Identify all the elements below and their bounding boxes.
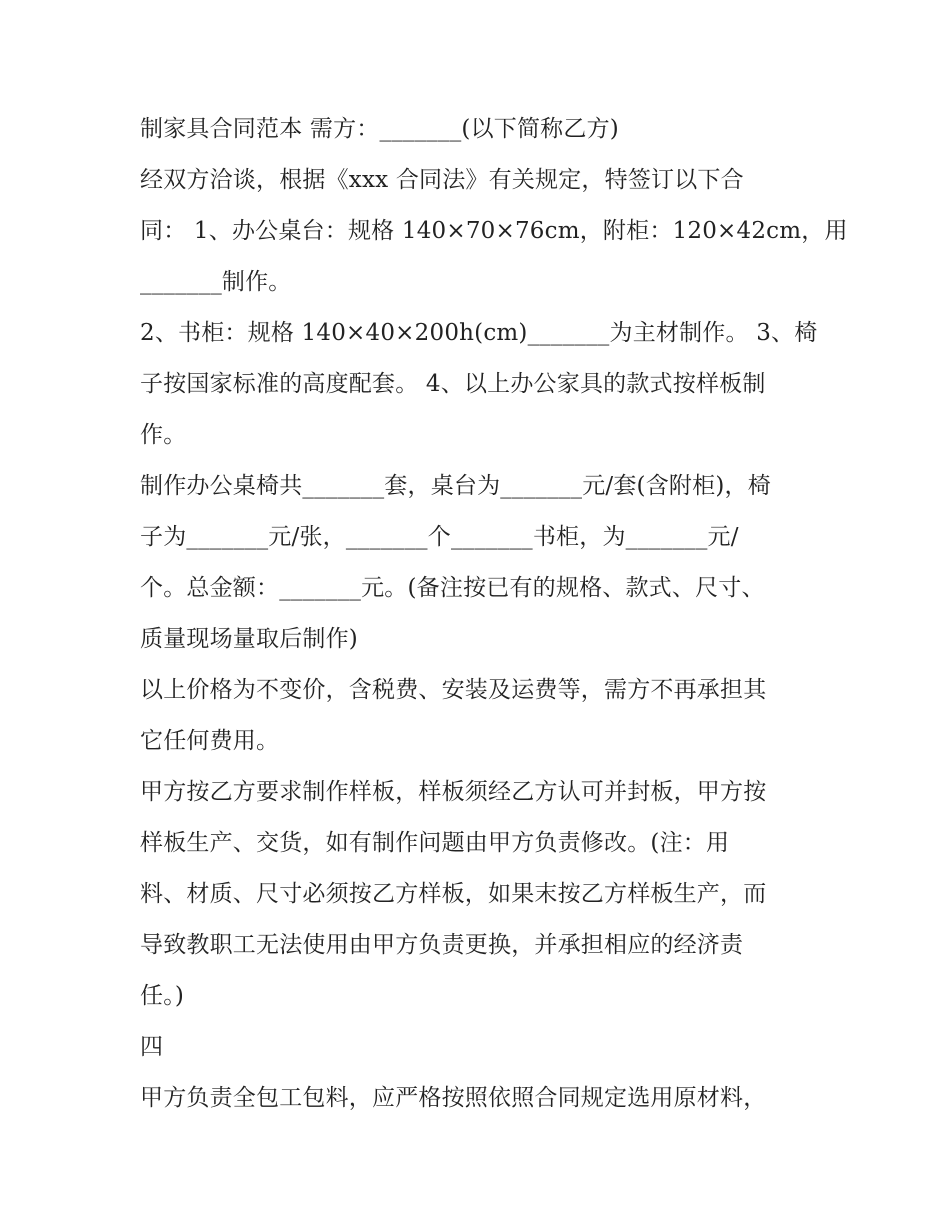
text-line: 任。)	[140, 983, 185, 1009]
text-line: 料、材质、尺寸必须按乙方样板，如果末按乙方样板生产，而	[140, 881, 767, 907]
contract-text	[140, 104, 848, 1124]
text-line: 导致教职工无法使用由甲方负责更换，并承担相应的经济责	[140, 932, 744, 958]
text-line: 甲方负责全包工包料，应严格按照依照合同规定选用原材料，	[140, 1085, 767, 1111]
text-line: 样板生产、交货，如有制作问题由甲方负责修改。(注：用	[140, 830, 730, 856]
text-line: 个。总金额：_______元。(备注按已有的规格、款式、尺寸、	[140, 575, 765, 601]
text-line: 质量现场量取后制作)	[140, 626, 358, 652]
text-line: _______制作。	[140, 269, 292, 295]
text-line: 制作办公桌椅共_______套，桌台为_______元/套(含附柜)，椅	[140, 473, 771, 499]
text-line: 子为_______元/张，_______个_______书柜，为_______元/	[140, 524, 739, 550]
text-line: 经双方洽谈，根据《xxx 合同法》有关规定，特签订以下合	[140, 167, 744, 193]
text-line: 2、书柜：规格 140×40×200h(cm)_______为主材制作。 3、椅	[140, 320, 818, 346]
text-line: 子按国家标准的高度配套。 4、以上办公家具的款式按样板制	[140, 371, 766, 397]
text-line: 作。	[140, 422, 187, 448]
text-line: 同： 1、办公桌台：规格 140×70×76cm，附柜：120×42cm，用	[140, 218, 848, 244]
text-line: 制家具合同范本 需方：_______(以下简称乙方)	[140, 116, 619, 142]
section-number: 四	[140, 1034, 164, 1060]
text-line: 以上价格为不变价，含税费、安装及运费等，需方不再承担其	[140, 677, 767, 703]
text-line: 它任何费用。	[140, 728, 280, 754]
text-line: 甲方按乙方要求制作样板，样板须经乙方认可并封板，甲方按	[140, 779, 767, 805]
